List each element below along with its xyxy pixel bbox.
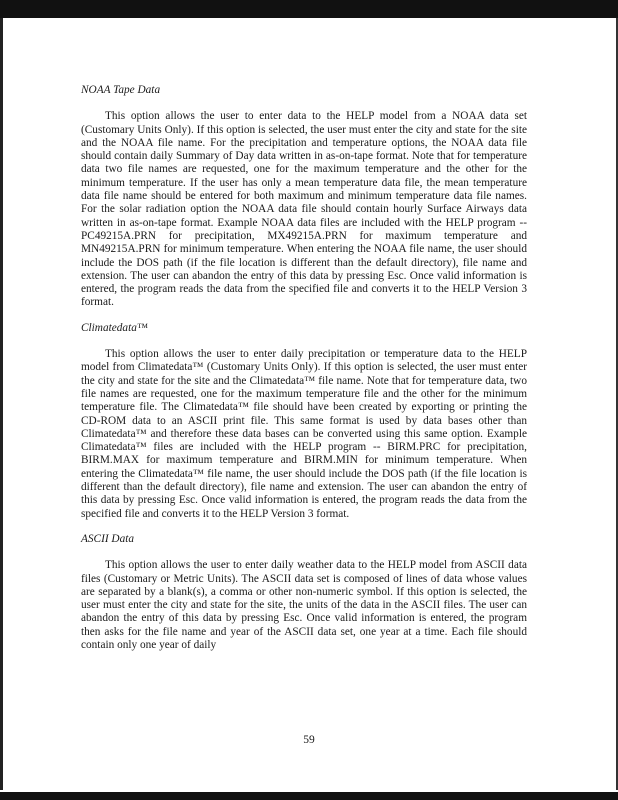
page-number: 59 [303, 734, 315, 746]
scan-border-bottom [0, 792, 618, 800]
section-heading: Climatedata™ [81, 321, 148, 334]
scan-border-top [0, 0, 618, 18]
section-paragraph: This option allows the user to enter data to the HELP model from a NOAA data set (Customary Units Only). If this option is selected, the user must enter the city and state for the site and the NOAA file name. For the precipitation and temperature options, the NOAA data file should contain daily Summary of Day data written in as-on-tape format. Note that for temperature data two file names are requested, one for the maximum temperature and the other for the minimum temperature. If the user has only a mean temperature data file, the mean temperature data file name should be entered for both maximum and minimum temperature data file names. For the solar radiation option the NOAA data file should contain hourly Surface Airways data written in as-on-tape format. Example NOAA data files are included with the HELP program -- PC49215A.PRN for precipitation, MX49215A.PRN for maximum temperature and MN49215A.PRN for minimum temperature. When entering the NOAA file name, the user should include the DOS path (if the file location is different than the default directory), file name and extension. The user can abandon the entry of this data by pressing Esc. Once valid information is entered, the program reads the data from the specified file and converts it to the HELP Version 3 format. [81, 110, 527, 309]
section-paragraph: This option allows the user to enter daily weather data to the HELP model from ASCII data files (Customary or Metric Units). The ASCII data set is composed of lines of data whose values are separated by a blank(s), a comma or other non-numeric symbol. If this option is selected, the user must enter the city and state for the site, the units of the data in the ASCII files. The user can abandon the entry of this data by pressing Esc. Once valid information is entered, the program then asks for the file name and year of the ASCII data set, one year at a time. Each file should contain only one year of daily [81, 559, 527, 651]
section-climatedata [81, 322, 527, 521]
scan-border-left [0, 18, 3, 790]
section-heading: NOAA Tape Data [81, 84, 161, 96]
section-noaa-tape-data [81, 84, 527, 310]
section-ascii-data [81, 533, 527, 652]
document-body [81, 84, 527, 652]
section-paragraph: This option allows the user to enter daily precipitation or temperature data to the HELP model from Climatedata™ (Customary Units Only). If this option is selected, the user must enter the city and state for the site and the Climatedata™ file name. Note that for temperature data, two file names are requested, one for the maximum temperature file and the other for the minimum temperature file. The Climatedata™ file should have been created by exporting or printing the CD-ROM data to an ASCII print file. This same format is used by data bases other than Climatedata™ and therefore these data bases can be converted using this same option. Example Climatedata™ files are included with the HELP program -- BIRM.PRC for precipitation, BIRM.MAX for maximum temperature and BIRM.MIN for minimum temperature. When entering the Climatedata™ file name, the user should include the DOS path (if the file location is different than the default directory), file name and extension. The user can abandon the entry of this data by pressing Esc. Once valid information is entered, the program reads the data from the specified file and converts it to the HELP Version 3 format. [81, 348, 527, 520]
section-heading: ASCII Data [81, 532, 135, 545]
